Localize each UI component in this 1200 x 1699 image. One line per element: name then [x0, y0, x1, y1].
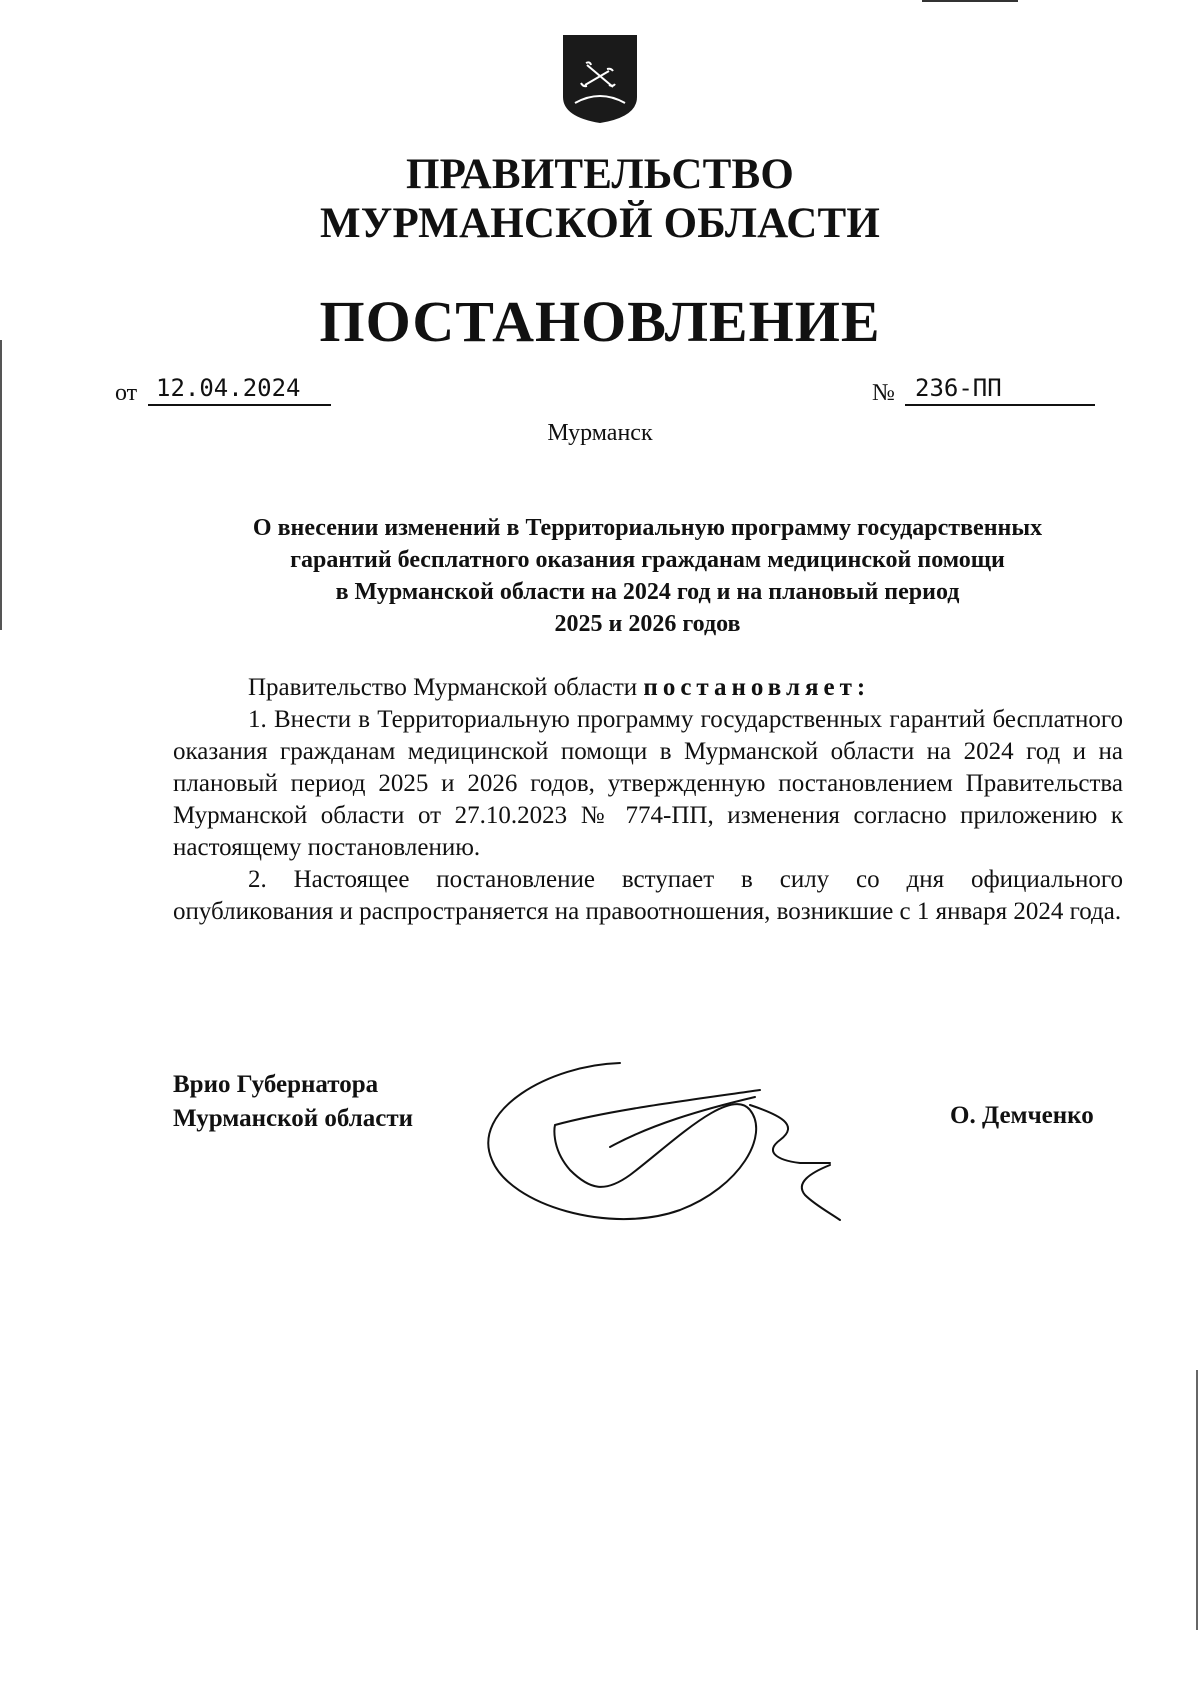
date-label: от	[115, 380, 138, 406]
number-label: №	[872, 380, 895, 406]
subject-line: О внесении изменений в Территориальную программу государственных	[252, 515, 1043, 541]
city-name: Мурманск	[547, 420, 653, 446]
signatory-title	[173, 1068, 413, 1136]
subject-line: 2025 и 2026 годов	[554, 611, 741, 637]
subject-line: в Мурманской области на 2024 год и на плановый период	[335, 579, 960, 605]
paragraph-1: 1. Внести в Территориальную программу государственных гарантий бесплатного оказания гражданам медицинской помощи в Мурманской области на 2024 год и на плановый период 2025 и 2026 годов, утвержденную постановлением Правительства Мурманской области от 27.10.2023 № 774-ПП, изменения согласно приложению к настоящему постановлению.	[173, 706, 1123, 861]
organization-name-line2: МУРМАНСКОЙ ОБЛАСТИ	[319, 200, 881, 247]
intro-text: Правительство Мурманской области	[248, 674, 644, 701]
document-date: 12.04.2024	[148, 372, 331, 406]
document-subject	[170, 512, 1125, 640]
scan-margin-line-right	[1196, 1370, 1198, 1630]
document-number: 236-ПП	[905, 372, 1095, 406]
signatory-name: О. Демченко	[950, 1102, 1094, 1129]
paragraph-2: 2. Настоящее постановление вступает в силу со дня официального опубликования и распространяется на правоотношения, возникшие с 1 января 2024 года.	[173, 866, 1123, 925]
decree-word: постановляет:	[643, 674, 871, 701]
signatory-title-line2: Мурманской области	[173, 1105, 414, 1132]
intro-paragraph	[173, 672, 1123, 704]
subject-line: гарантий бесплатного оказания гражданам медицинской помощи	[290, 547, 1005, 573]
signatory-title-line1: Врио Губернатора	[173, 1071, 379, 1098]
coat-of-arms-icon	[557, 25, 643, 125]
document-body	[173, 672, 1123, 928]
scan-margin-line	[0, 340, 2, 630]
scan-edge-line	[922, 0, 1018, 2]
organization-name-line1: ПРАВИТЕЛЬСТВО	[405, 151, 795, 198]
document-type-title: ПОСТАНОВЛЕНИЕ	[319, 289, 881, 354]
handwritten-signature-icon	[480, 1055, 930, 1255]
